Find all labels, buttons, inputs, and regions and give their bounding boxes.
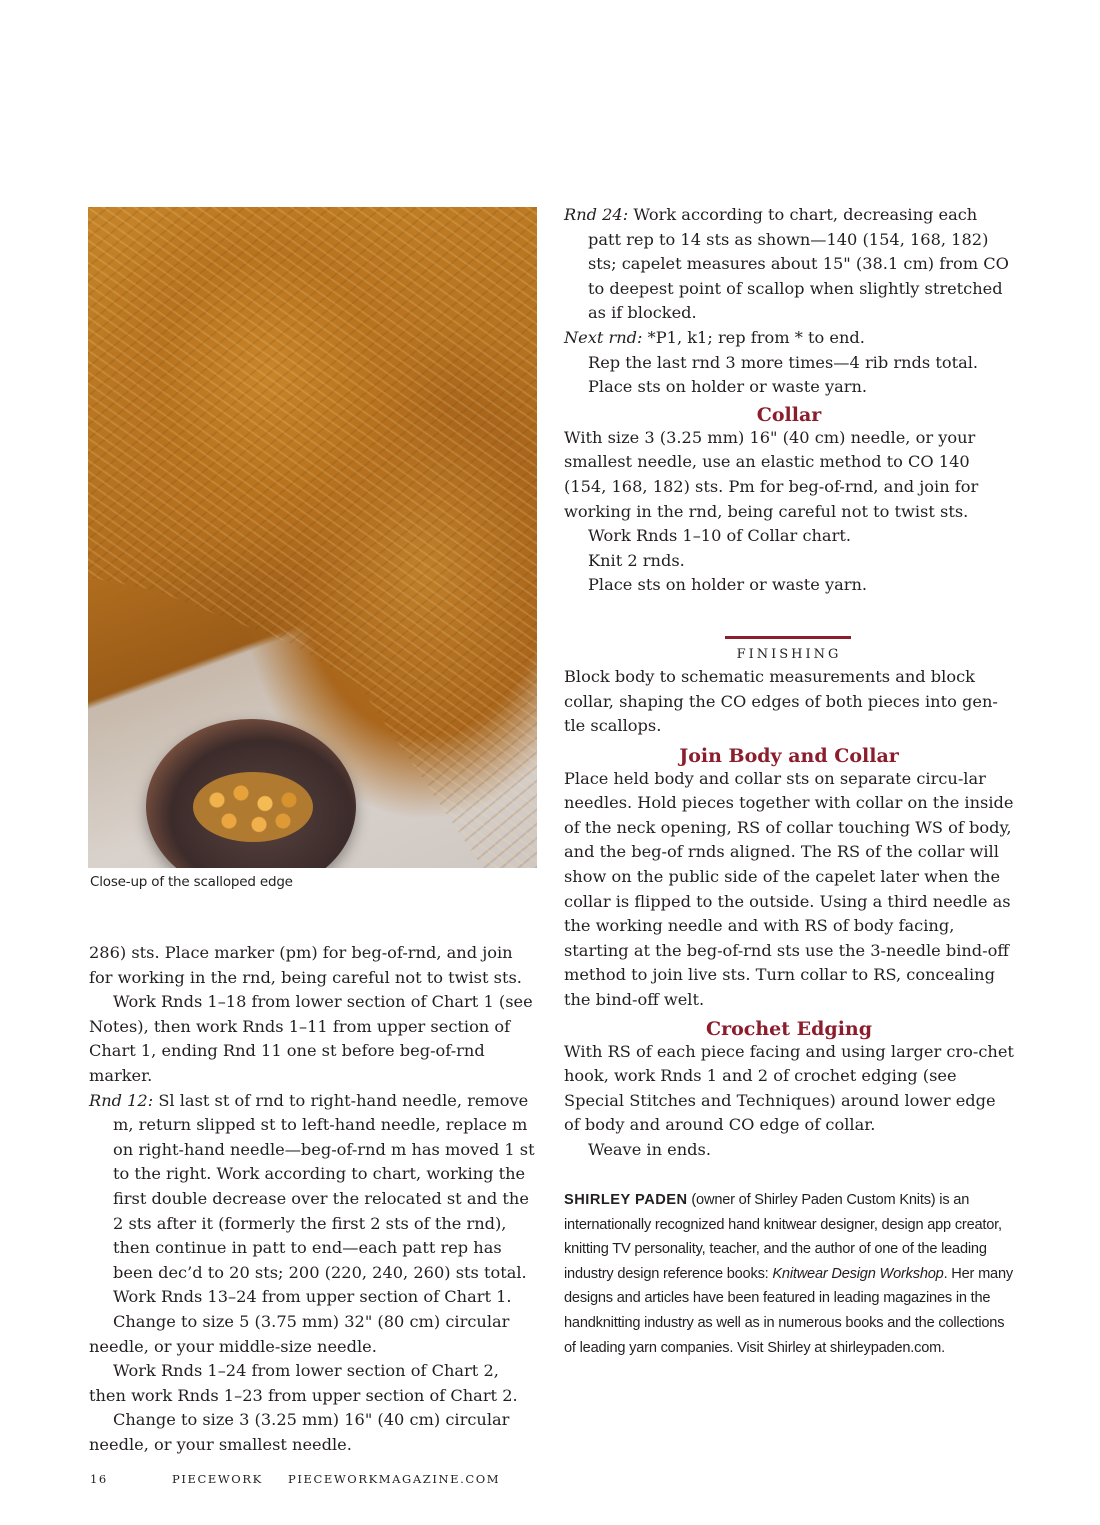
rnd-text: Sl last st of rnd to right-hand needle, remove m, return slipped st to left-hand needle, replace m on right-hand needle—beg-of-rnd m has moved 1 st to the right. Work according to chart, working the first double decrease over the relocated st and the 2 sts after it (formerly the first 2 sts of the rnd), then continue in patt to end—each patt rep has been dec’d to 20 sts; 200 (220, 240, 260) sts total.: [113, 1090, 535, 1282]
bio-text: (owner of Shirley Paden Custom Knits) is an internationally recognized hand knitwear designer, design app creator, knitting TV personality, teacher, and the author of one of the leading industry design reference books:: [564, 1192, 1002, 1282]
paragraph: Work Rnds 1–18 from lower section of Chart 1 (see Notes), then work Rnds 1–11 from upper section of Chart 1, ending Rnd 11 one st before beg-of-rnd marker.: [89, 992, 533, 1085]
paragraph: Block body to schematic measurements and block collar, shaping the CO edges of both pieces into gen-tle scallops.: [564, 666, 998, 736]
rnd-label: Next rnd:: [564, 327, 643, 347]
website-link[interactable]: PIECEWORKMAGAZINE.COM: [288, 1472, 501, 1486]
beads: [193, 772, 313, 842]
rnd-label: Rnd 12:: [89, 1090, 154, 1110]
paragraph: Weave in ends.: [588, 1140, 711, 1159]
paragraph: Work Rnds 1–10 of Collar chart.: [588, 526, 851, 546]
book-title: Knitwear Design Workshop: [772, 1265, 944, 1282]
left-column: [89, 941, 537, 1457]
paragraph: With size 3 (3.25 mm) 16" (40 cm) needle, or your smallest needle, use an elastic method to CO 140 (154, 168, 182) sts. Pm for beg-of-rnd, and join for working in the rnd, being careful not to twist sts.: [564, 427, 979, 521]
crochet-heading: Crochet Edging: [705, 1017, 873, 1040]
paragraph: Change to size 3 (3.25 mm) 16" (40 cm) circular needle, or your smallest needle.: [89, 1410, 510, 1454]
rnd-text: *P1, k1; rep from * to end.: [642, 327, 865, 347]
magazine-name: PIECEWORK: [172, 1472, 263, 1486]
scalloped-edge-photo: [88, 207, 537, 868]
rnd-label: Rnd 24:: [564, 205, 629, 224]
author-bio: [564, 1188, 1014, 1360]
right-column: [564, 203, 1014, 1163]
rnd-text: Work according to chart, decreasing each patt rep to 14 sts as shown—140 (154, 168, 182) sts; capelet measures about 15" (38.1 cm) from CO to deepest point of scallop when slightly stretched as if blocked.: [588, 205, 1009, 323]
join-heading: Join Body and Collar: [679, 744, 899, 767]
rnd-24-paragraph: [564, 203, 1014, 326]
section-rule: [725, 636, 851, 639]
paragraph: With RS of each piece facing and using larger cro-chet hook, work Rnds 1 and 2 of crochet edging (see Special Stitches and Techniques) around lower edge of body and around CO edge of collar.: [564, 1041, 1014, 1135]
rnd-12-paragraph: [89, 1089, 537, 1286]
paragraph: Place held body and collar sts on separate circu-lar needles. Hold pieces together with collar on the inside of the neck opening, RS of collar touching WS of body, and the beg-of rnds aligned. The RS of the collar will show on the public side of the capelet later when the collar is flipped to the outside. Using a third needle as the working needle and with RS of body facing, starting at the beg-of-rnd sts use the 3-needle bind-off method to join live sts. Turn collar to RS, concealing the bind-off welt.: [564, 768, 1014, 1010]
bio-text: . Her many designs and articles have been featured in leading magazines in the handknitting industry as well as in numerous books and the collections of leading yarn companies. Visit Shirley at shirleypaden.com.: [564, 1265, 1013, 1356]
photo-caption: Close-up of the scalloped edge: [90, 874, 293, 890]
paragraph: 286) sts. Place marker (pm) for beg-of-rnd, and join for working in the rnd, being careful not to twist sts.: [89, 943, 522, 987]
paragraph: Work Rnds 1–24 from lower section of Chart 2, then work Rnds 1–23 from upper section of Chart 2.: [89, 1361, 518, 1405]
paragraph: Work Rnds 13–24 from upper section of Chart 1.: [113, 1287, 512, 1307]
author-name: SHIRLEY PADEN: [564, 1192, 688, 1208]
paragraph: Place sts on holder or waste yarn.: [588, 575, 868, 595]
paragraph: Rep the last rnd 3 more times—4 rib rnds total.: [588, 352, 979, 372]
next-rnd-paragraph: [564, 326, 1014, 351]
page-number: 16: [90, 1472, 108, 1486]
paragraph: Place sts on holder or waste yarn.: [588, 377, 868, 397]
paragraph: Knit 2 rnds.: [588, 550, 685, 570]
finishing-heading: FINISHING: [736, 646, 842, 662]
paragraph: Change to size 5 (3.75 mm) 32" (80 cm) circular needle, or your middle-size needle.: [89, 1311, 510, 1356]
collar-heading: Collar: [756, 403, 822, 426]
